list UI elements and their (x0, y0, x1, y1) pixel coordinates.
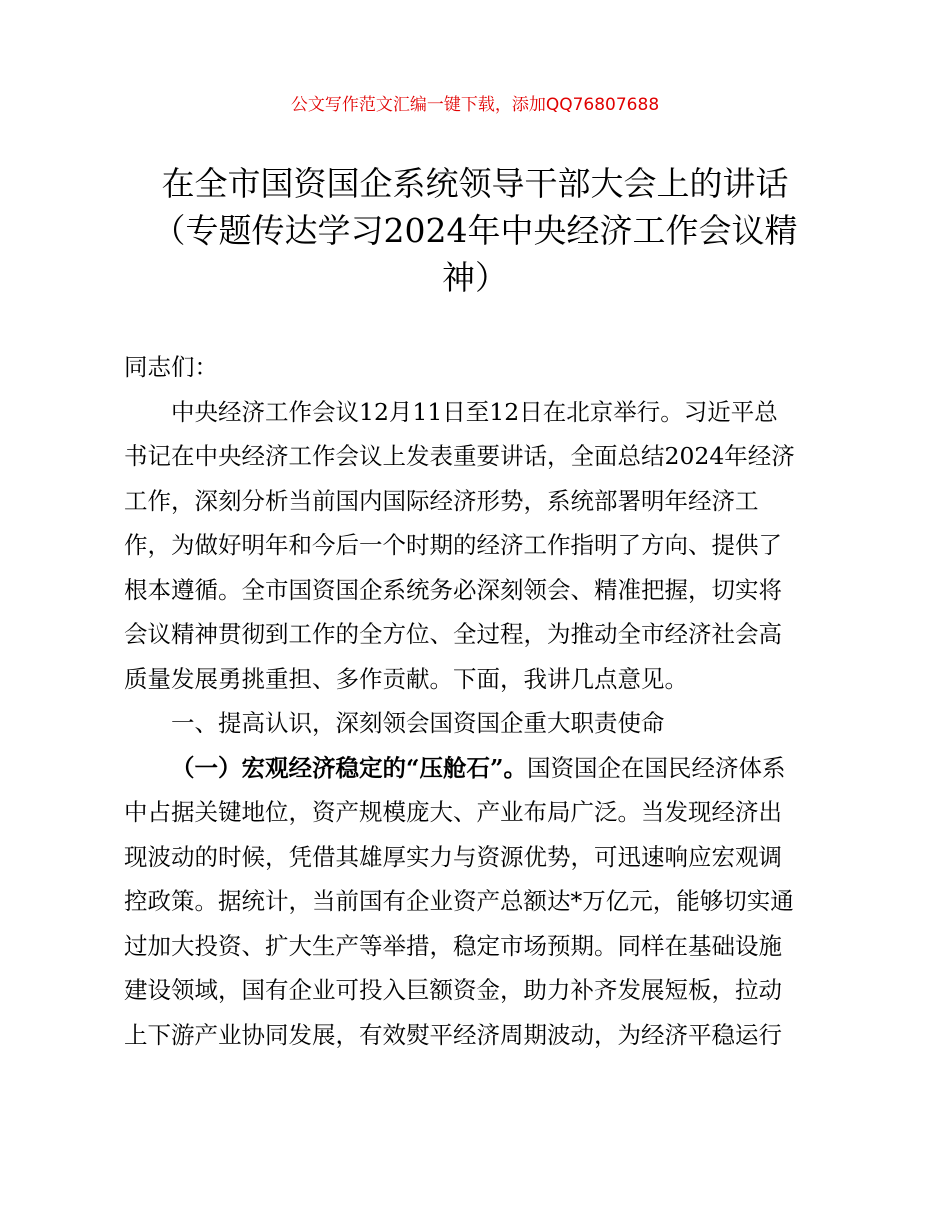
document-body (124, 345, 836, 1057)
greeting: 同志们： (124, 353, 218, 381)
paragraph-line: 质量发展勇挑重担、多作贡献。下面，我讲几点意见。 (124, 664, 688, 693)
section-heading: 一、提高认识，深刻领会国资国企重大职责使命 (171, 709, 665, 737)
subsection-text: 国资国企在国民经济体系 (527, 753, 786, 782)
paragraph-line: 中占据关键地位，资产规模庞大、产业布局广泛。当发现经济出 (124, 798, 782, 826)
paragraph-line: 书记在中央经济工作会议上发表重要讲话，全面总结2024年经济 (124, 442, 795, 470)
download-banner: 公文写作范文汇编一键下载，添加QQ76807688 (290, 95, 660, 115)
paragraph-line: 工作，深刻分析当前国内国际经济形势，系统部署明年经济工 (124, 486, 759, 515)
paragraph-line: 作，为做好明年和今后一个时期的经济工作指明了方向、提供了 (124, 531, 782, 559)
title-line: 神） (442, 258, 508, 297)
paragraph-line: 根本遵循。全市国资国企系统务必深刻领会、精准把握，切实将 (124, 575, 782, 604)
title-line: （专题传达学习2024年中央经济工作会议精 (152, 211, 798, 250)
subsection-first-line (124, 746, 836, 791)
paragraph-line: 中央经济工作会议12月11日至12日在北京举行。习近平总 (171, 397, 778, 426)
title-line: 在全市国资国企系统领导干部大会上的讲话 (161, 164, 789, 203)
subsection-title: （一）宏观经济稳定的“压舱石”。 (171, 753, 528, 782)
paragraph-line: 控政策。据统计，当前国有企业资产总额达*万亿元，能够切实通 (124, 887, 794, 915)
paragraph-line: 过加大投资、扩大生产等举措，稳定市场预期。同样在基础设施 (124, 931, 782, 960)
paragraph-line: 上下游产业协同发展，有效熨平经济周期波动，为经济平稳运行 (124, 1020, 782, 1049)
paragraph-line: 会议精神贯彻到工作的全方位、全过程，为推动全市经济社会高 (124, 620, 782, 648)
document-title (100, 160, 850, 301)
paragraph-line: 现波动的时候，凭借其雄厚实力与资源优势，可迅速响应宏观调 (124, 842, 782, 871)
paragraph-line: 建设领域，国有企业可投入巨额资金，助力补齐发展短板，拉动 (124, 976, 782, 1004)
